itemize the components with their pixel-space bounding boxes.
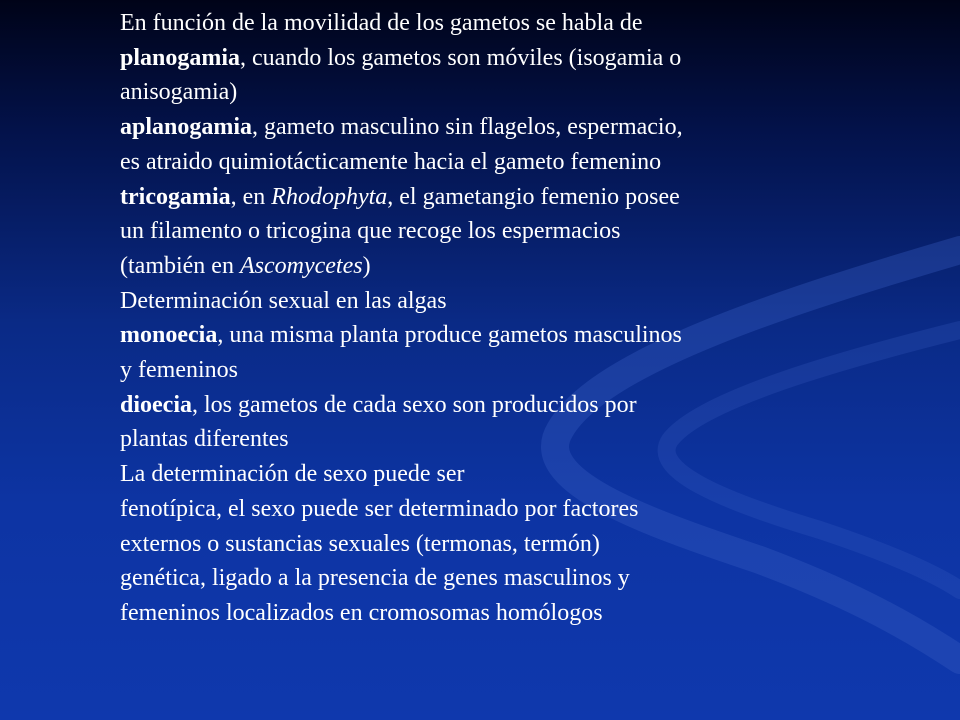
text-segment: Determinación sexual en las algas (120, 287, 447, 314)
text-line (120, 561, 860, 596)
text-line (120, 457, 860, 492)
text-line (120, 318, 860, 353)
text-line (120, 422, 860, 457)
text-segment: genética, ligado a la presencia de genes masculinos y (120, 565, 630, 592)
text-segment: femeninos localizados en cromosomas homólogos (120, 599, 603, 626)
text-segment: externos o sustancias sexuales (termonas, termón) (120, 530, 600, 557)
text-line (120, 75, 860, 110)
term-bold: monoecia (120, 322, 218, 349)
text-line (120, 388, 860, 423)
text-segment: , en (230, 183, 272, 210)
text-segment: , los gametos de cada sexo son producidos por (192, 391, 637, 418)
slide-body-text (120, 6, 860, 631)
text-line (120, 180, 860, 215)
term-bold: planogamia (120, 44, 241, 71)
text-line (120, 596, 860, 631)
text-segment: fenotípica, el sexo puede ser determinado por factores (120, 495, 639, 522)
text-line (120, 492, 860, 527)
term-bold: dioecia (120, 391, 192, 418)
term-bold: tricogamia (120, 183, 231, 210)
text-segment: En función de la movilidad de los gametos se habla de (120, 10, 643, 36)
text-line (120, 6, 860, 41)
text-line (120, 41, 860, 76)
term-italic: Ascomycetes (239, 252, 363, 279)
text-segment: anisogamia) (120, 79, 238, 106)
text-line (120, 284, 860, 319)
text-segment: (también en (120, 252, 240, 279)
text-segment: , cuando los gametos son móviles (isogamia o (240, 44, 682, 71)
text-segment: ) (362, 252, 371, 279)
text-line (120, 110, 860, 145)
term-italic: Rhodophyta (271, 183, 388, 210)
text-segment: , gameto masculino sin flagelos, espermacio, (252, 114, 683, 141)
term-bold: aplanogamia (120, 114, 253, 141)
text-line (120, 353, 860, 388)
text-line (120, 145, 860, 180)
text-segment: , una misma planta produce gametos masculinos (217, 322, 682, 349)
text-segment: La determinación de sexo puede ser (120, 461, 465, 488)
text-segment: plantas diferentes (120, 426, 289, 453)
text-line (120, 527, 860, 562)
text-segment: un filamento o tricogina que recoge los espermacios (120, 218, 621, 245)
text-line (120, 249, 860, 284)
text-segment: y femeninos (120, 357, 238, 384)
text-line (120, 214, 860, 249)
text-segment: es atraido quimiotácticamente hacia el gameto femenino (120, 148, 662, 175)
text-segment: , el gametangio femenio posee (387, 183, 680, 210)
